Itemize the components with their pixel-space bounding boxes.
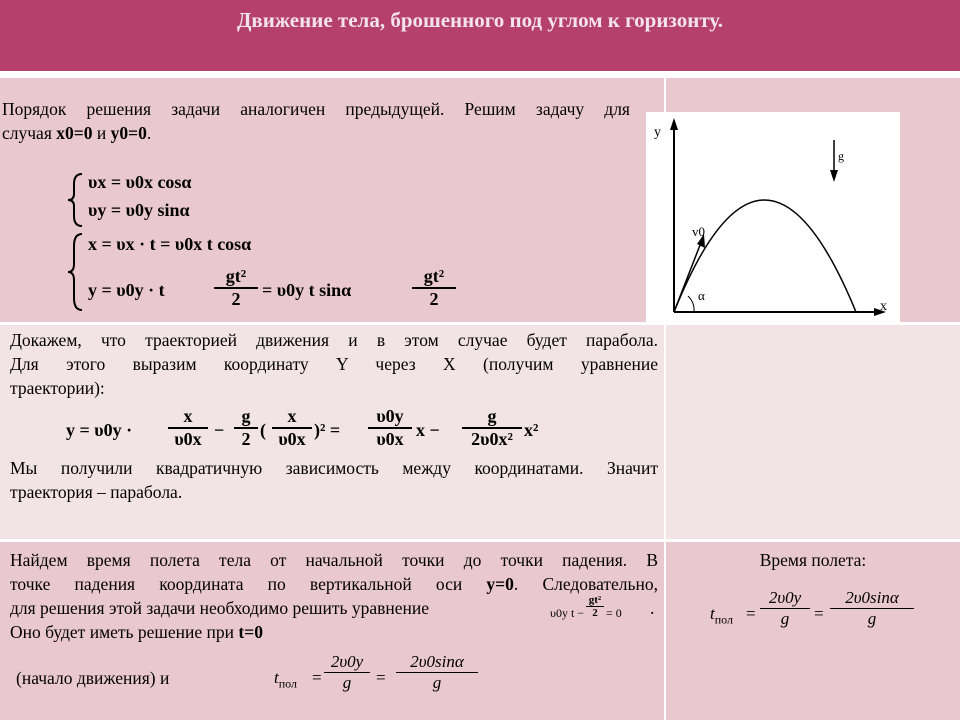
row1-line1: Порядок решения задачи аналогичен предыдущей. Решим задачу для: [2, 99, 630, 119]
eq-sign-left-1: =: [312, 668, 322, 687]
eq-sign-left-2: =: [376, 668, 386, 687]
t-flight-frac-a-right: $\frac{2\upsilon 0y}{g}$: [760, 588, 810, 629]
traj-paren-open: (: [260, 420, 266, 440]
traj-frac2: $\frac{g}{2}$: [234, 406, 258, 450]
gravity-arrow-icon: [830, 170, 838, 182]
traj-frac4: $\frac{\upsilon 0y}{\upsilon 0x}$: [368, 406, 412, 450]
slide-header: [0, 0, 960, 74]
row3-line1: Найдем время полета тела от начальной точки до точки падения. В: [10, 550, 658, 570]
t-flight-label-right: $t_{пол}$: [710, 604, 733, 627]
eq-sign-right-2: =: [814, 604, 824, 623]
row1-line2: случая x0=0 и y0=0.: [2, 123, 152, 143]
traj-eq-left: y = υ0y ·: [66, 420, 133, 440]
small-eq-right: = 0: [606, 606, 622, 620]
traj-frac5: $\frac{g}{\text{2υ0x²}}$: [462, 406, 522, 450]
angle-label: α: [698, 288, 705, 303]
row2-line1: Докажем, что траекторией движения и в этом случае будет парабола.: [10, 330, 658, 350]
row2-line2: Для этого выразим координату Y через X (получим уравнение: [10, 354, 658, 374]
eq-vy: υy = υ0y sinα: [88, 200, 190, 220]
row3-line3-dot: .: [650, 598, 655, 618]
eq-sign-right-1: =: [746, 604, 756, 623]
row2-line5: траектория – парабола.: [10, 482, 183, 502]
t-flight-label-left: $t_{пол}$: [274, 668, 297, 691]
slide-title: Движение тела, брошенного под углом к горизонту.: [236, 8, 724, 32]
eq-x: x = υx · t = υ0x t cosα: [88, 234, 252, 254]
traj-frac3: $\frac{x}{\upsilon 0x}$: [272, 406, 312, 450]
row3-line3: для решения этой задачи необходимо решить уравнение: [10, 598, 430, 618]
row3-line2: точке падения координата по вертикальной оси y=0. Следовательно,: [10, 574, 659, 594]
brace-1-icon: [66, 172, 86, 228]
traj-paren-close: )² =: [314, 420, 341, 440]
y-axis-label: y: [654, 125, 661, 140]
y-axis-arrow-icon: [670, 118, 678, 130]
eq-vx: υx = υ0x cosα: [88, 172, 192, 192]
trajectory-svg: [646, 112, 900, 322]
traj-x2-term: x²: [524, 420, 539, 440]
t-flight-frac-b-left: $\frac{2\upsilon 0\sin\alpha}{g}$: [396, 652, 478, 693]
traj-frac1: $\frac{x}{\upsilon 0x}$: [168, 406, 208, 450]
small-eq-left: υ0y t −: [550, 606, 585, 620]
row2-empty-cell: [666, 325, 960, 539]
traj-x-term: x −: [416, 420, 440, 440]
row3-line5: (начало движения) и: [16, 668, 170, 688]
gravity-label: g: [838, 149, 844, 163]
eq-y-frac2: $\frac{\text{gt²}}{2}$: [412, 266, 456, 310]
trajectory-graph: [646, 112, 900, 322]
row3-line4: Оно будет иметь решение при t=0: [10, 622, 263, 642]
row2-line3: траектории):: [10, 378, 105, 398]
t-flight-frac-a-left: $\frac{2\upsilon 0y}{g}$: [324, 652, 370, 693]
velocity-label: v0: [692, 224, 705, 239]
traj-minus: −: [214, 420, 225, 440]
t-flight-frac-b-right: $\frac{2\upsilon 0\sin\alpha}{g}$: [830, 588, 914, 629]
angle-arc: [688, 296, 694, 312]
x-axis-label: x: [880, 299, 887, 314]
flight-time-title: Время полета:: [759, 550, 867, 570]
eq-y-mid: = υ0y t sinα: [262, 280, 352, 300]
small-eq-frac: gt² 2: [586, 594, 604, 619]
eq-y-frac1: $\frac{\text{gt²}}{2}$: [214, 266, 258, 310]
brace-2-icon: [66, 232, 86, 312]
eq-y-left: y = υ0y · t: [88, 280, 165, 300]
row2-line4: Мы получили квадратичную зависимость между координатами. Значит: [10, 458, 658, 478]
